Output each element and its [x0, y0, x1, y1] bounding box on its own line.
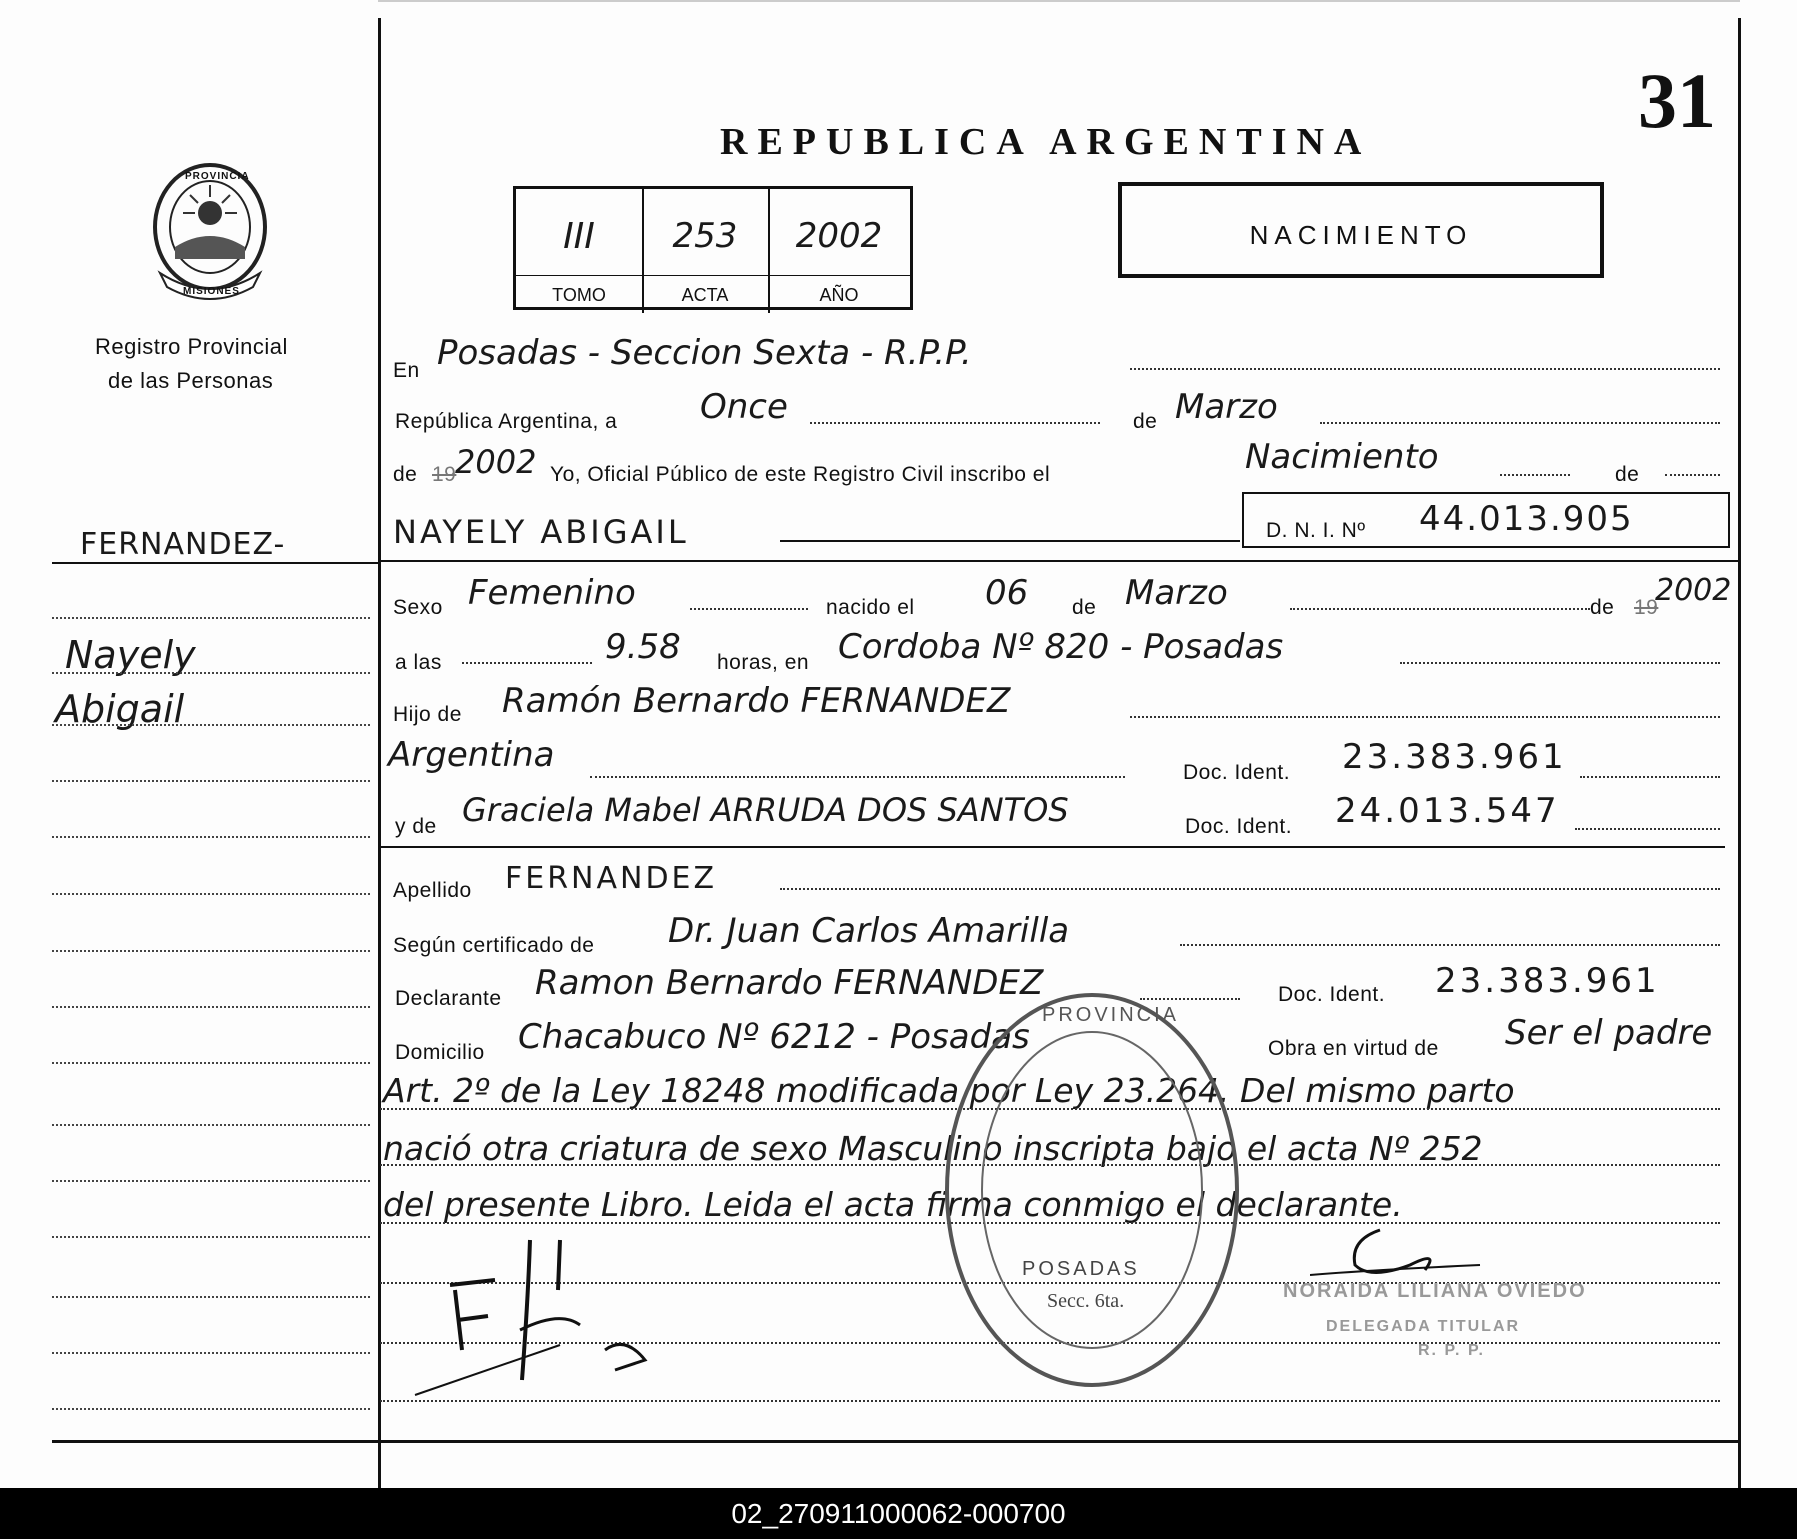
birth-place-value: Cordoba Nº 820 - Posadas	[838, 627, 1284, 667]
margin-surname-rule	[52, 562, 380, 564]
registry-name-line1: Registro Provincial	[95, 334, 288, 359]
stamp-section: Secc. 6ta.	[1047, 1290, 1125, 1312]
parents-section-rule	[380, 846, 1725, 848]
doc-label-3: Doc. Ident.	[1278, 983, 1386, 1006]
a-las-label: a las	[395, 651, 442, 674]
tomo-label: TOMO	[552, 285, 606, 305]
signature-icon	[410, 1230, 650, 1400]
left-frame-line	[378, 18, 381, 1488]
declarante-value: Ramon Bernardo FERNANDEZ	[535, 963, 1044, 1003]
place-value: Posadas - Seccion Sexta - R.P.P.	[437, 333, 972, 373]
horas-label: horas, en	[717, 651, 810, 674]
acta-label: ACTA	[681, 285, 729, 305]
birth-year-prefix: 19	[1634, 596, 1659, 619]
de-label-2: de	[393, 463, 418, 486]
footer-id: 02_270911000062-000700	[0, 1488, 1797, 1539]
year-prefix: 19	[432, 463, 457, 486]
doc-label-1: Doc. Ident.	[1183, 761, 1291, 784]
right-frame-line	[1738, 18, 1741, 1488]
anio-label: AÑO	[819, 285, 859, 305]
officer-title: DELEGADA TITULAR	[1326, 1318, 1521, 1335]
tomo-value: III	[563, 216, 595, 257]
stamp-ring-text: PROVINCIA	[1042, 1004, 1180, 1026]
domicilio-label: Domicilio	[395, 1041, 485, 1064]
record-type: NACIMIENTO	[1249, 220, 1473, 250]
stamp-icon	[942, 990, 1242, 1390]
record-number-box	[513, 186, 913, 310]
year-value: 2002	[455, 443, 537, 481]
doc-label-2: Doc. Ident.	[1185, 815, 1293, 838]
sexo-label: Sexo	[393, 596, 443, 619]
margin-surname: FERNANDEZ-	[80, 527, 286, 562]
obra-label: Obra en virtud de	[1268, 1037, 1439, 1060]
note-line3: del presente Libro. Leida el acta firma conmigo el declarante.	[383, 1185, 1403, 1224]
note-line2: nació otra criatura de sexo Masculino inscripta bajo el acta Nº 252	[383, 1129, 1483, 1168]
apellido-label: Apellido	[393, 879, 472, 902]
margin-given-line2: Abigail	[55, 687, 185, 731]
note-line1: Art. 2º de la Ley 18248 modificada por Ley 23.264. Del mismo parto	[383, 1071, 1515, 1110]
sexo-value: Femenino	[468, 573, 636, 613]
certificado-label: Según certificado de	[393, 934, 595, 957]
de-label-4: de	[1072, 596, 1097, 619]
acta-cell	[642, 189, 770, 313]
seal-bottom-text: MISIONES	[183, 286, 240, 297]
child-names-value: NAYELY ABIGAIL	[393, 513, 689, 551]
declarante-label: Declarante	[395, 987, 502, 1010]
record-type-box	[1118, 182, 1604, 278]
de-label-5: de	[1590, 596, 1615, 619]
y-de-label: y de	[395, 815, 437, 838]
obra-value: Ser el padre	[1505, 1013, 1713, 1053]
act-type-value: Nacimiento	[1245, 437, 1439, 477]
yo-text: Yo, Oficial Público de este Registro Civil inscribo el	[550, 463, 1051, 486]
en-label: En	[393, 359, 420, 382]
bottom-frame-line	[52, 1440, 1740, 1443]
domicilio-value: Chacabuco Nº 6212 - Posadas	[518, 1017, 1030, 1057]
provincial-seal	[145, 155, 275, 305]
official-stamp	[942, 990, 1242, 1390]
month-value: Marzo	[1175, 387, 1278, 427]
tomo-cell	[516, 189, 644, 313]
day-word-value: Once	[700, 387, 788, 427]
father-value: Ramón Bernardo FERNANDEZ	[502, 681, 1011, 721]
birth-day-value: 06	[985, 573, 1029, 613]
page-number: 31	[1638, 57, 1716, 144]
de-label-1: de	[1133, 410, 1158, 433]
stamp-city: POSADAS	[1022, 1258, 1140, 1280]
de-label-3: de	[1615, 463, 1640, 486]
officer-name: NORAIDA LILIANA OVIEDO	[1283, 1280, 1587, 1302]
officer-org: R. P. P.	[1418, 1342, 1485, 1359]
margin-given-line1: Nayely	[65, 633, 196, 677]
acta-value: 253	[672, 216, 738, 256]
anio-value: 2002	[795, 216, 883, 256]
declarant-signature	[410, 1230, 650, 1400]
seal-top-text: PROVINCIA	[185, 171, 250, 182]
birth-year-value: 2002	[1655, 573, 1732, 608]
birth-time-value: 9.58	[605, 627, 681, 667]
mother-doc-value: 24.013.547	[1335, 791, 1560, 831]
declarante-doc-value: 23.383.961	[1435, 961, 1660, 1001]
dni-label: D. N. I. Nº	[1266, 519, 1366, 542]
apellido-value: FERNANDEZ	[505, 861, 718, 896]
mother-value: Graciela Mabel ARRUDA DOS SANTOS	[462, 791, 1069, 829]
nacido-label: nacido el	[826, 596, 915, 619]
certificado-value: Dr. Juan Carlos Amarilla	[668, 911, 1070, 951]
father-doc-value: 23.383.961	[1342, 737, 1567, 777]
top-frame-line	[378, 0, 1740, 2]
dni-box	[1242, 492, 1730, 548]
registry-name-line2: de las Personas	[108, 368, 274, 393]
republica-label: República Argentina, a	[395, 410, 618, 433]
anio-cell	[768, 189, 910, 313]
father-nationality-value: Argentina	[388, 735, 555, 775]
names-section-rule	[380, 560, 1738, 562]
country-title: REPUBLICA ARGENTINA	[720, 121, 1372, 163]
birth-month-value: Marzo	[1125, 573, 1228, 613]
dni-value: 44.013.905	[1419, 499, 1634, 539]
hijo-label: Hijo de	[393, 703, 462, 726]
